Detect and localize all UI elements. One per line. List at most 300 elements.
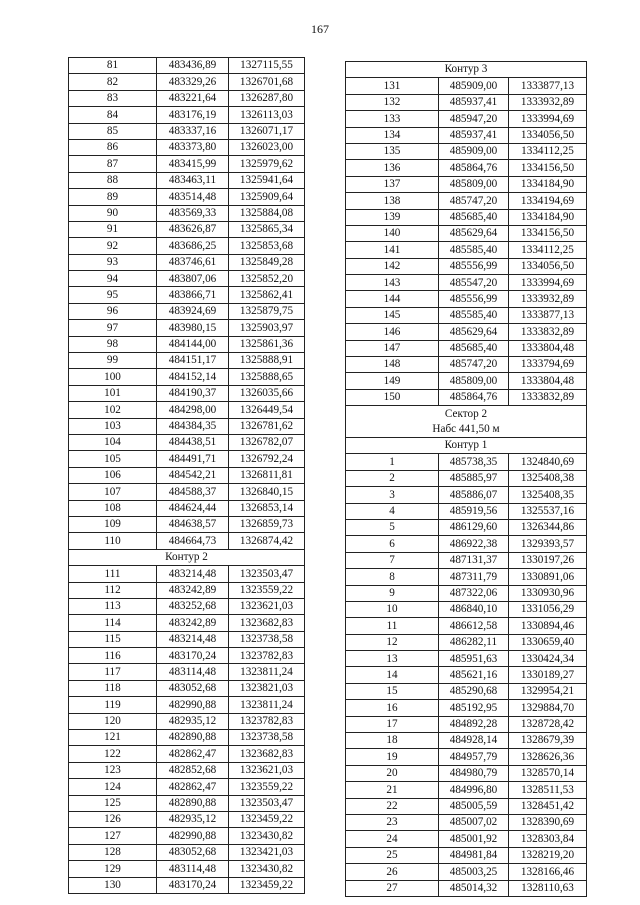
x-coordinate-cell: 482862,47 [157,779,229,795]
table-row [346,569,587,585]
point-number-cell: 84 [69,107,157,123]
y-coordinate-cell: 1333877,13 [509,307,587,323]
point-number-cell: 95 [69,287,157,303]
point-number-cell: 81 [69,58,157,74]
point-number-cell: 147 [346,340,439,356]
point-number-cell: 137 [346,176,439,192]
point-number-cell: 82 [69,74,157,90]
x-coordinate-cell: 483463,11 [157,172,229,188]
table-row [346,258,587,274]
point-number-cell: 143 [346,275,439,291]
x-coordinate-cell: 485809,00 [439,176,509,192]
table-row [346,864,587,880]
table-row [346,749,587,765]
point-number-cell: 7 [346,552,439,568]
x-coordinate-cell: 486129,60 [439,519,509,535]
y-coordinate-cell: 1325879,75 [229,303,305,319]
x-coordinate-cell: 485951,63 [439,651,509,667]
x-coordinate-cell: 485621,16 [439,667,509,683]
point-number-cell: 97 [69,320,157,336]
y-coordinate-cell: 1334184,90 [509,176,587,192]
table-row [69,320,305,336]
table-row [346,536,587,552]
section-header-row [346,406,587,422]
x-coordinate-cell: 485585,40 [439,242,509,258]
point-number-cell: 116 [69,648,157,664]
point-number-cell: 98 [69,336,157,352]
table-row [69,369,305,385]
point-number-cell: 11 [346,618,439,634]
section-label: Контур 3 [346,62,587,78]
point-number-cell: 135 [346,143,439,159]
y-coordinate-cell: 1326287,80 [229,90,305,106]
x-coordinate-cell: 483214,48 [157,566,229,582]
x-coordinate-cell: 483242,89 [157,615,229,631]
y-coordinate-cell: 1333804,48 [509,340,587,356]
y-coordinate-cell: 1328303,84 [509,831,587,847]
x-coordinate-cell: 485192,95 [439,700,509,716]
point-number-cell: 6 [346,536,439,552]
x-coordinate-cell: 482935,12 [157,811,229,827]
y-coordinate-cell: 1323621,03 [229,762,305,778]
table-row [69,484,305,500]
table-row [69,402,305,418]
point-number-cell: 96 [69,303,157,319]
point-number-cell: 142 [346,258,439,274]
x-coordinate-cell: 483807,06 [157,271,229,287]
y-coordinate-cell: 1328166,46 [509,864,587,880]
point-number-cell: 121 [69,730,157,746]
table-row [69,500,305,516]
table-row [346,291,587,307]
x-coordinate-cell: 487131,37 [439,552,509,568]
table-row [69,680,305,696]
point-number-cell: 136 [346,160,439,176]
table-row [69,287,305,303]
table-row [69,828,305,844]
x-coordinate-cell: 483252,68 [157,598,229,614]
table-row [346,160,587,176]
point-number-cell: 131 [346,78,439,94]
point-number-cell: 19 [346,749,439,765]
y-coordinate-cell: 1325862,41 [229,287,305,303]
table-row [69,697,305,713]
x-coordinate-cell: 484144,00 [157,336,229,352]
y-coordinate-cell: 1334056,50 [509,258,587,274]
point-number-cell: 125 [69,795,157,811]
table-row [346,618,587,634]
x-coordinate-cell: 485738,35 [439,454,509,470]
x-coordinate-cell: 485556,99 [439,258,509,274]
point-number-cell: 22 [346,798,439,814]
table-row [69,664,305,680]
x-coordinate-cell: 483415,99 [157,156,229,172]
table-row [69,451,305,467]
y-coordinate-cell: 1323782,83 [229,713,305,729]
x-coordinate-cell: 484152,14 [157,369,229,385]
point-number-cell: 99 [69,353,157,369]
y-coordinate-cell: 1328110,63 [509,880,587,896]
table-row [346,585,587,601]
table-row [346,519,587,535]
x-coordinate-cell: 482990,88 [157,828,229,844]
point-number-cell: 146 [346,324,439,340]
table-row [346,683,587,699]
x-coordinate-cell: 483569,33 [157,205,229,221]
table-row [69,877,305,893]
coordinates-table-right-body [346,62,587,897]
point-number-cell: 101 [69,385,157,401]
y-coordinate-cell: 1330197,26 [509,552,587,568]
table-row [346,275,587,291]
table-row [346,765,587,781]
y-coordinate-cell: 1325888,65 [229,369,305,385]
x-coordinate-cell: 483176,19 [157,107,229,123]
point-number-cell: 107 [69,484,157,500]
y-coordinate-cell: 1323821,03 [229,680,305,696]
table-row [69,467,305,483]
point-number-cell: 126 [69,811,157,827]
point-number-cell: 115 [69,631,157,647]
y-coordinate-cell: 1333794,69 [509,357,587,373]
x-coordinate-cell: 485003,25 [439,864,509,880]
x-coordinate-cell: 485886,07 [439,487,509,503]
table-row [346,176,587,192]
table-row [69,353,305,369]
table-row [346,111,587,127]
table-row [346,814,587,830]
point-number-cell: 118 [69,680,157,696]
x-coordinate-cell: 485685,40 [439,209,509,225]
table-row [346,487,587,503]
y-coordinate-cell: 1334194,69 [509,193,587,209]
x-coordinate-cell: 484981,84 [439,847,509,863]
point-number-cell: 8 [346,569,439,585]
y-coordinate-cell: 1326023,00 [229,139,305,155]
point-number-cell: 14 [346,667,439,683]
x-coordinate-cell: 483214,48 [157,631,229,647]
x-coordinate-cell: 485864,76 [439,389,509,405]
x-coordinate-cell: 483170,24 [157,648,229,664]
x-coordinate-cell: 483329,26 [157,74,229,90]
table-row [346,209,587,225]
table-row [346,389,587,405]
x-coordinate-cell: 487311,79 [439,569,509,585]
section-label: Набс 441,50 м [346,422,587,438]
x-coordinate-cell: 485747,20 [439,357,509,373]
y-coordinate-cell: 1328626,36 [509,749,587,765]
y-coordinate-cell: 1325861,36 [229,336,305,352]
section-label: Сектор 2 [346,406,587,422]
x-coordinate-cell: 483170,24 [157,877,229,893]
table-row [346,782,587,798]
y-coordinate-cell: 1323559,22 [229,582,305,598]
x-coordinate-cell: 485947,20 [439,111,509,127]
table-row [69,746,305,762]
x-coordinate-cell: 483436,89 [157,58,229,74]
point-number-cell: 92 [69,238,157,254]
table-row [346,357,587,373]
x-coordinate-cell: 485937,41 [439,94,509,110]
table-row [69,123,305,139]
y-coordinate-cell: 1326449,54 [229,402,305,418]
y-coordinate-cell: 1326782,07 [229,434,305,450]
y-coordinate-cell: 1334156,50 [509,160,587,176]
table-row [346,700,587,716]
x-coordinate-cell: 485809,00 [439,373,509,389]
y-coordinate-cell: 1330891,06 [509,569,587,585]
x-coordinate-cell: 483052,68 [157,844,229,860]
y-coordinate-cell: 1333804,48 [509,373,587,389]
y-coordinate-cell: 1325884,08 [229,205,305,221]
x-coordinate-cell: 484980,79 [439,765,509,781]
y-coordinate-cell: 1334056,50 [509,127,587,143]
y-coordinate-cell: 1328390,69 [509,814,587,830]
table-row [346,242,587,258]
y-coordinate-cell: 1328511,53 [509,782,587,798]
point-number-cell: 18 [346,733,439,749]
x-coordinate-cell: 484491,71 [157,451,229,467]
y-coordinate-cell: 1325941,64 [229,172,305,188]
table-row [69,254,305,270]
point-number-cell: 23 [346,814,439,830]
y-coordinate-cell: 1325537,16 [509,503,587,519]
point-number-cell: 140 [346,225,439,241]
table-row [69,713,305,729]
point-number-cell: 127 [69,828,157,844]
y-coordinate-cell: 1325853,68 [229,238,305,254]
x-coordinate-cell: 486922,38 [439,536,509,552]
x-coordinate-cell: 485005,59 [439,798,509,814]
y-coordinate-cell: 1330659,40 [509,634,587,650]
table-row [69,58,305,74]
point-number-cell: 26 [346,864,439,880]
point-number-cell: 141 [346,242,439,258]
table-row [346,552,587,568]
point-number-cell: 111 [69,566,157,582]
x-coordinate-cell: 482852,68 [157,762,229,778]
x-coordinate-cell: 485885,97 [439,470,509,486]
y-coordinate-cell: 1323430,82 [229,861,305,877]
y-coordinate-cell: 1326701,68 [229,74,305,90]
y-coordinate-cell: 1328728,42 [509,716,587,732]
y-coordinate-cell: 1329884,70 [509,700,587,716]
page-number: 167 [311,22,329,36]
table-row [69,205,305,221]
x-coordinate-cell: 483686,25 [157,238,229,254]
table-row [346,634,587,650]
x-coordinate-cell: 483924,69 [157,303,229,319]
y-coordinate-cell: 1323811,24 [229,697,305,713]
x-coordinate-cell: 482990,88 [157,697,229,713]
table-row [69,418,305,434]
point-number-cell: 104 [69,434,157,450]
y-coordinate-cell: 1334112,25 [509,143,587,159]
y-coordinate-cell: 1327115,55 [229,58,305,74]
point-number-cell: 87 [69,156,157,172]
table-row [69,566,305,582]
table-row [346,798,587,814]
point-number-cell: 133 [346,111,439,127]
y-coordinate-cell: 1326874,42 [229,533,305,549]
y-coordinate-cell: 1325865,34 [229,221,305,237]
table-row [69,172,305,188]
table-row [69,811,305,827]
y-coordinate-cell: 1330894,46 [509,618,587,634]
x-coordinate-cell: 482890,88 [157,730,229,746]
point-number-cell: 148 [346,357,439,373]
table-row [346,847,587,863]
point-number-cell: 85 [69,123,157,139]
y-coordinate-cell: 1326840,15 [229,484,305,500]
table-row [346,193,587,209]
y-coordinate-cell: 1326781,62 [229,418,305,434]
table-row [69,156,305,172]
table-row [69,271,305,287]
table-row [69,189,305,205]
point-number-cell: 93 [69,254,157,270]
table-row [346,373,587,389]
y-coordinate-cell: 1326071,17 [229,123,305,139]
x-coordinate-cell: 484298,00 [157,402,229,418]
y-coordinate-cell: 1328451,42 [509,798,587,814]
point-number-cell: 134 [346,127,439,143]
point-number-cell: 21 [346,782,439,798]
y-coordinate-cell: 1333877,13 [509,78,587,94]
point-number-cell: 138 [346,193,439,209]
x-coordinate-cell: 483052,68 [157,680,229,696]
y-coordinate-cell: 1330930,96 [509,585,587,601]
table-row [69,861,305,877]
table-row [346,143,587,159]
x-coordinate-cell: 485685,40 [439,340,509,356]
point-number-cell: 106 [69,467,157,483]
table-row [69,648,305,664]
y-coordinate-cell: 1326811,81 [229,467,305,483]
point-number-cell: 110 [69,533,157,549]
point-number-cell: 94 [69,271,157,287]
x-coordinate-cell: 484151,17 [157,353,229,369]
x-coordinate-cell: 483242,89 [157,582,229,598]
point-number-cell: 105 [69,451,157,467]
point-number-cell: 88 [69,172,157,188]
point-number-cell: 108 [69,500,157,516]
point-number-cell: 86 [69,139,157,155]
x-coordinate-cell: 486840,10 [439,601,509,617]
point-number-cell: 114 [69,615,157,631]
y-coordinate-cell: 1323559,22 [229,779,305,795]
point-number-cell: 122 [69,746,157,762]
x-coordinate-cell: 484928,14 [439,733,509,749]
coordinates-table-left-body [69,58,305,894]
y-coordinate-cell: 1325903,97 [229,320,305,336]
table-row [69,844,305,860]
x-coordinate-cell: 484438,51 [157,434,229,450]
y-coordinate-cell: 1333994,69 [509,111,587,127]
y-coordinate-cell: 1323621,03 [229,598,305,614]
y-coordinate-cell: 1326113,03 [229,107,305,123]
x-coordinate-cell: 485585,40 [439,307,509,323]
table-row [346,454,587,470]
x-coordinate-cell: 484664,73 [157,533,229,549]
point-number-cell: 113 [69,598,157,614]
point-number-cell: 24 [346,831,439,847]
point-number-cell: 150 [346,389,439,405]
y-coordinate-cell: 1334112,25 [509,242,587,258]
y-coordinate-cell: 1334184,90 [509,209,587,225]
table-row [69,74,305,90]
x-coordinate-cell: 483514,48 [157,189,229,205]
y-coordinate-cell: 1328570,14 [509,765,587,781]
point-number-cell: 10 [346,601,439,617]
table-row [69,238,305,254]
x-coordinate-cell: 483980,15 [157,320,229,336]
point-number-cell: 17 [346,716,439,732]
table-row [69,598,305,614]
x-coordinate-cell: 485556,99 [439,291,509,307]
point-number-cell: 5 [346,519,439,535]
x-coordinate-cell: 487322,06 [439,585,509,601]
y-coordinate-cell: 1323811,24 [229,664,305,680]
y-coordinate-cell: 1329954,21 [509,683,587,699]
y-coordinate-cell: 1333832,89 [509,324,587,340]
table-row [346,503,587,519]
point-number-cell: 128 [69,844,157,860]
y-coordinate-cell: 1334156,50 [509,225,587,241]
x-coordinate-cell: 483373,80 [157,139,229,155]
x-coordinate-cell: 485007,02 [439,814,509,830]
point-number-cell: 27 [346,880,439,896]
y-coordinate-cell: 1323682,83 [229,615,305,631]
x-coordinate-cell: 484384,35 [157,418,229,434]
x-coordinate-cell: 485290,68 [439,683,509,699]
x-coordinate-cell: 484624,44 [157,500,229,516]
x-coordinate-cell: 483337,16 [157,123,229,139]
point-number-cell: 20 [346,765,439,781]
table-row [69,90,305,106]
point-number-cell: 149 [346,373,439,389]
x-coordinate-cell: 483866,71 [157,287,229,303]
table-row [346,733,587,749]
table-row [346,831,587,847]
point-number-cell: 123 [69,762,157,778]
y-coordinate-cell: 1323430,82 [229,828,305,844]
point-number-cell: 89 [69,189,157,205]
point-number-cell: 100 [69,369,157,385]
table-row [346,716,587,732]
point-number-cell: 9 [346,585,439,601]
section-header-row [346,422,587,438]
point-number-cell: 145 [346,307,439,323]
y-coordinate-cell: 1325979,62 [229,156,305,172]
point-number-cell: 119 [69,697,157,713]
table-row [69,795,305,811]
point-number-cell: 103 [69,418,157,434]
table-row [346,667,587,683]
point-number-cell: 16 [346,700,439,716]
table-row [346,324,587,340]
point-number-cell: 117 [69,664,157,680]
point-number-cell: 112 [69,582,157,598]
y-coordinate-cell: 1326792,24 [229,451,305,467]
table-row [346,307,587,323]
x-coordinate-cell: 486612,58 [439,618,509,634]
x-coordinate-cell: 485629,64 [439,225,509,241]
table-row [69,434,305,450]
y-coordinate-cell: 1330189,27 [509,667,587,683]
point-number-cell: 91 [69,221,157,237]
table-row [69,533,305,549]
